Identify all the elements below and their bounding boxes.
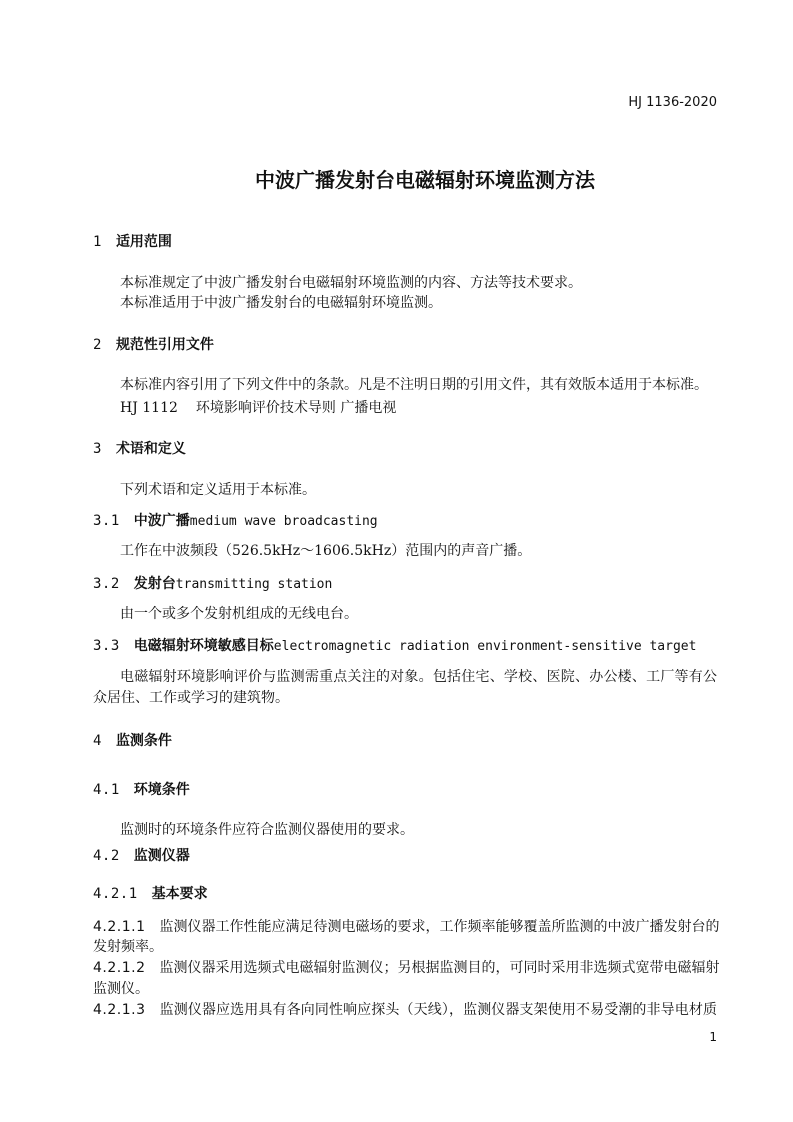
term-3-2 xyxy=(93,575,332,594)
section-4-1-heading xyxy=(93,781,190,799)
clause-4-2-1-1 xyxy=(93,918,720,936)
term-definition-cont: 众居住、工作或学习的建筑物。 xyxy=(93,690,289,706)
section-4-heading xyxy=(93,732,172,750)
clause-text-cont: 发射频率。 xyxy=(93,939,163,955)
term-3-1 xyxy=(93,512,378,531)
section-number: 4 xyxy=(93,733,102,749)
doc-code: HJ 1136-2020 xyxy=(628,95,717,110)
clause-4-2-1-3 xyxy=(93,1001,717,1019)
reference-code: HJ 1112 xyxy=(120,400,178,416)
section-title: 适用范围 xyxy=(115,234,172,250)
term-number: 3.1 xyxy=(93,513,120,529)
section-title: 基本要求 xyxy=(151,886,208,902)
clause-text: 监测仪器应选用具有各向同性响应探头（天线），监测仪器支架使用不易受潮的非导电材质 xyxy=(159,1002,717,1018)
paragraph: 本标准规定了中波广播发射台电磁辐射环境监测的内容、方法等技术要求。 xyxy=(120,275,582,291)
section-1-heading xyxy=(93,233,172,251)
term-en: transmitting station xyxy=(175,577,333,592)
section-2-heading xyxy=(93,336,214,354)
reference-item xyxy=(120,399,396,417)
section-number: 1 xyxy=(93,234,102,250)
clause-text: 监测仪器工作性能应满足待测电磁场的要求，工作频率能够覆盖所监测的中波广播发射台的 xyxy=(159,919,720,935)
term-number: 3.2 xyxy=(93,576,120,592)
section-number: 2 xyxy=(93,337,102,353)
page-title: 中波广播发射台电磁辐射环境监测方法 xyxy=(255,168,595,192)
term-en: medium wave broadcasting xyxy=(189,514,378,529)
clause-text: 监测仪器采用选频式电磁辐射监测仪；另根据监测目的，可同时采用非选频式宽带电磁辐射 xyxy=(159,960,720,976)
clause-4-2-1-2 xyxy=(93,959,720,977)
paragraph: 监测时的环境条件应符合监测仪器使用的要求。 xyxy=(120,822,414,838)
term-number: 3.3 xyxy=(93,638,120,654)
clause-number: 4.2.1.3 xyxy=(93,1002,146,1018)
term-en: electromagnetic radiation environment-sensitive target xyxy=(273,639,697,654)
section-4-2-1-heading xyxy=(93,885,208,903)
section-title: 监测仪器 xyxy=(133,848,190,864)
section-title: 术语和定义 xyxy=(115,441,186,457)
paragraph: 本标准适用于中波广播发射台的电磁辐射环境监测。 xyxy=(120,295,442,311)
term-zh: 中波广播 xyxy=(133,513,190,529)
clause-number: 4.2.1.1 xyxy=(93,919,146,935)
clause-number: 4.2.1.2 xyxy=(93,960,146,976)
reference-title: 环境影响评价技术导则 广播电视 xyxy=(195,400,397,416)
clause-text-cont: 监测仪。 xyxy=(93,981,149,997)
section-number: 3 xyxy=(93,441,102,457)
term-definition: 工作在中波频段（526.5kHz～1606.5kHz）范围内的声音广播。 xyxy=(120,543,532,559)
paragraph: 本标准内容引用了下列文件中的条款。凡是不注明日期的引用文件，其有效版本适用于本标准。 xyxy=(120,377,708,393)
term-zh: 电磁辐射环境敏感目标 xyxy=(133,638,274,654)
term-3-3 xyxy=(93,637,696,656)
section-title: 规范性引用文件 xyxy=(115,337,214,353)
term-zh: 发射台 xyxy=(133,576,176,592)
section-3-heading xyxy=(93,440,186,458)
section-title: 监测条件 xyxy=(115,733,172,749)
paragraph: 下列术语和定义适用于本标准。 xyxy=(120,482,316,498)
term-definition: 电磁辐射环境影响评价与监测需重点关注的对象。包括住宅、学校、医院、办公楼、工厂等有公 xyxy=(120,669,717,685)
section-title: 环境条件 xyxy=(133,782,190,798)
page-number: 1 xyxy=(709,1030,717,1044)
section-number: 4.2 xyxy=(93,848,120,864)
section-number: 4.1 xyxy=(93,782,120,798)
section-4-2-heading xyxy=(93,847,190,865)
term-definition: 由一个或多个发射机组成的无线电台。 xyxy=(120,606,358,622)
section-number: 4.2.1 xyxy=(93,886,138,902)
